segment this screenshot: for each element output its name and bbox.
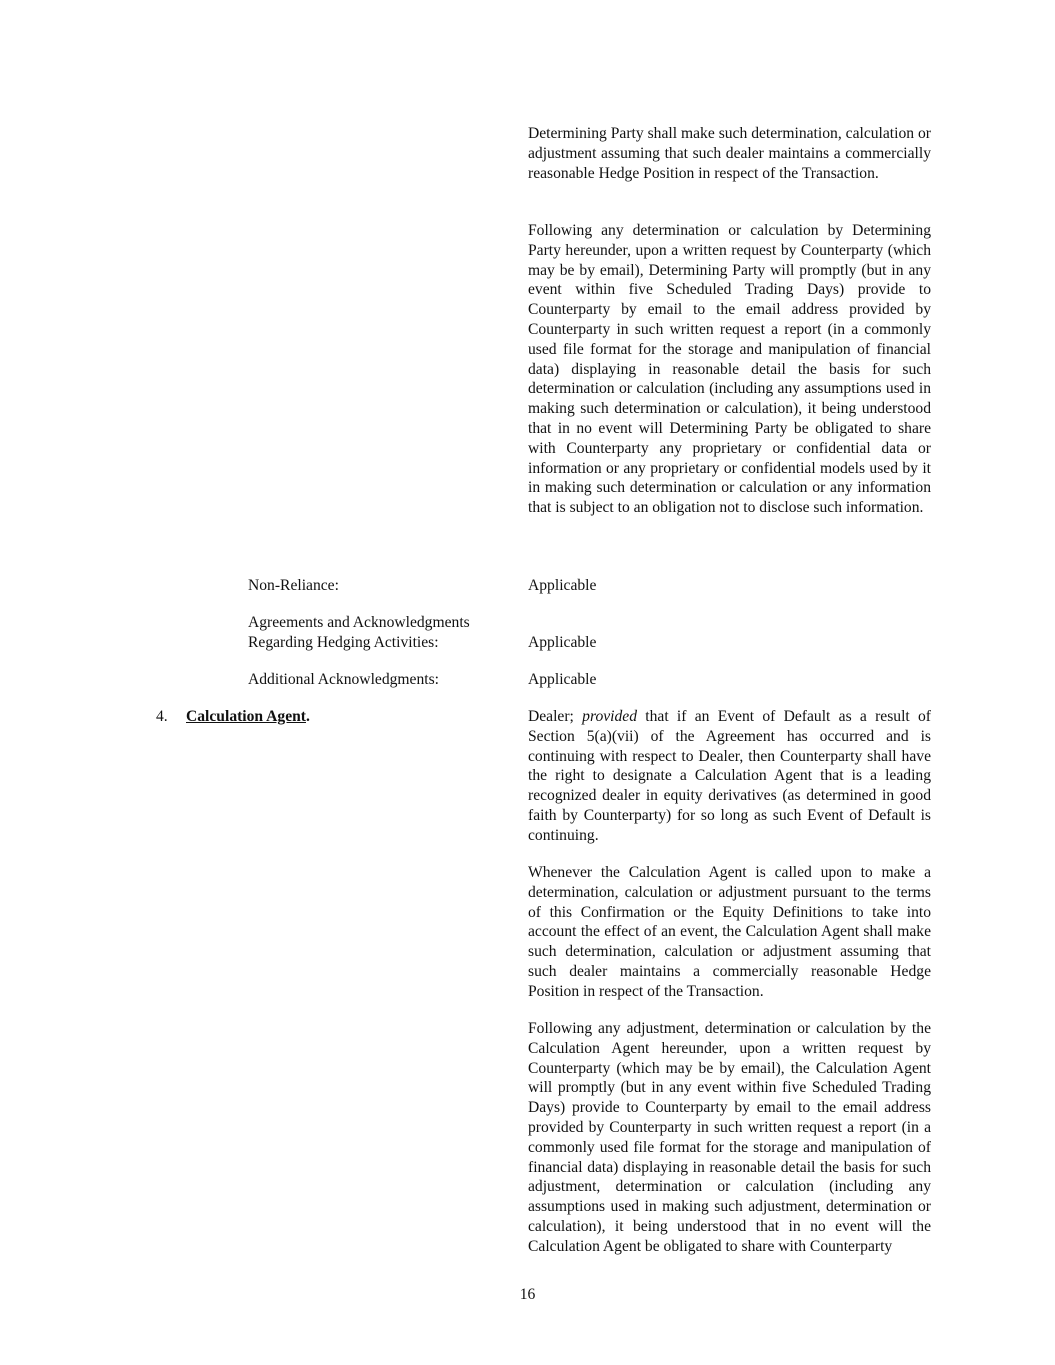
paragraph-text: Following any determination or calculation by Determining Party hereunder, upon a written request by Counterparty (which may be by email), Determining Party will promptly (but in any event within five Scheduled Trading Days) provide to Counterparty by email to the email address provided by Counterparty in such written request a report (in a commonly used file format for the storage and manipulation of financial data) displaying in reasonable detail the basis for such determination or calculation (including any assumptions used in making such determination or calculation), it being understood that in no event will Determining Party be obligated to share with Counterparty any proprietary or confidential data or information or any proprietary or confidential models used by it in making such determination or calculation or any information that is subject to an obligation not to disclose such information. — [528, 222, 931, 517]
paragraph-text: Following any adjustment, determination or calculation by the Calculation Agent hereunder, upon a written request by Counterparty (which may be by email), the Calculation Agent will promptly (but in any event within five Scheduled Trading Days) provide to Counterparty by email to the email address provided by Counterparty in such written request a report (in a commonly used file format for the storage and manipulation of financial data) displaying in reasonable detail the basis for such adjustment, determination or calculation (including any assumptions used in making such adjustment, determination or calculation), it being understood that in no event will the Calculation Agent be obligated to share with Counterparty — [528, 1020, 931, 1255]
calculation-agent-paragraph-1 — [528, 707, 931, 846]
calculation-agent-paragraph-3 — [528, 1019, 931, 1257]
paragraph-text — [528, 707, 931, 846]
term-label-hedging-activities: Agreements and Acknowledgments Regarding Hedging Activities: — [248, 614, 470, 651]
italic-term: provided — [582, 708, 638, 725]
term-label-additional-acknowledgments: Additional Acknowledgments: — [248, 671, 440, 688]
term-value-hedging-activities: Applicable — [528, 634, 597, 651]
calculation-agent-paragraph-2 — [528, 863, 931, 1002]
paragraph-text: Determining Party shall make such determination, calculation or adjustment assuming that such dealer maintains a commercially reasonable Hedge Position in respect of the Transaction. — [528, 125, 931, 182]
term-label-non-reliance: Non-Reliance: — [248, 577, 339, 594]
paragraph-start: Dealer; — [528, 708, 583, 725]
page-number: 16 — [519, 1286, 536, 1303]
section-title: Calculation Agent — [186, 708, 306, 725]
section-heading — [186, 707, 310, 727]
section-number: 4. — [156, 708, 168, 725]
paragraph-rest: that if an Event of Default as a result of Section 5(a)(vii) of the Agreement has occurred and is continuing with respect to Dealer, then Counterparty shall have the right to designate a Calculation Agent that is a leading recognized dealer in equity derivatives (as determined in good faith by Counterparty) for so long as such Event of Default is continuing. — [528, 708, 931, 844]
section-title-punctuation: . — [306, 708, 310, 725]
term-value-non-reliance: Applicable — [528, 577, 597, 594]
paragraph-text: Whenever the Calculation Agent is called upon to make a determination, calculation or adjustment pursuant to the terms of this Confirmation or the Equity Definitions to take into account the effect of an event, the Calculation Agent shall make such determination, calculation or adjustment assuming that such dealer maintains a commercially reasonable Hedge Position in respect of the Transaction. — [528, 864, 931, 1000]
determining-party-report-paragraph — [528, 221, 931, 518]
term-value-additional-acknowledgments: Applicable — [528, 671, 597, 688]
determining-party-paragraph — [528, 124, 931, 183]
